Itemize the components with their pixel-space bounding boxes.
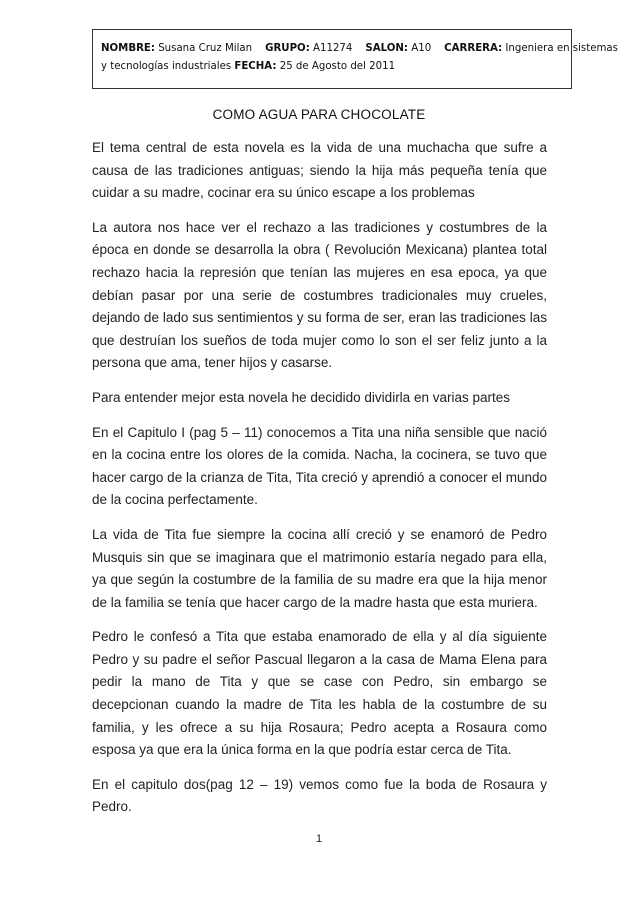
salon-value: A10 xyxy=(408,43,432,54)
grupo-label: GRUPO: xyxy=(265,43,310,54)
paragraph-7: En el capitulo dos(pag 12 – 19) vemos como fue la boda de Rosaura y Pedro. xyxy=(92,776,547,815)
document-body xyxy=(92,137,547,831)
document-title: COMO AGUA PARA CHOCOLATE xyxy=(212,107,426,122)
paragraph-6: Pedro le confesó a Tita que estaba enamorado de ella y al día siguiente Pedro y su padre el señor Pascual llegaron a la casa de Mama Elena para pedir la mano de Tita y que se case con Pedro, sin embargo se decepcionan cuando la madre de Tita les habla de la costumbre de su familia, y les ofrece a su hija Rosaura; Pedro acepta a Rosaura como esposa ya que era la única forma en la que podría estar cerca de Tita. xyxy=(92,629,547,758)
carrera-label: CARRERA: xyxy=(444,43,503,54)
fecha-label: FECHA: xyxy=(234,61,277,72)
nombre-value: Susana Cruz Milan xyxy=(154,43,253,54)
salon-label: SALON: xyxy=(365,43,408,54)
student-info-line-2 xyxy=(101,58,565,76)
nombre-label: NOMBRE: xyxy=(101,43,155,54)
page-number: 1 xyxy=(315,833,323,845)
paragraph-2: La autora nos hace ver el rechazo a las tradiciones y costumbres de la época en donde se desarrolla la obra ( Revolución Mexicana) plantea total rechazo hacia la represión que tenían las mujeres en esa epoca, ya que debían pasar por una serie de costumbres tradicionales muy crueles, dejando de lado sus sentimientos y su forma de ser, eran las tradiciones las que destruían los sueños de toda mujer como lo son el ser feliz junto a la persona que ama, tener hijos y casarse. xyxy=(92,219,547,371)
student-info-box xyxy=(92,29,618,89)
fecha-value: 25 de Agosto del 2011 xyxy=(276,61,396,72)
paragraph-4: En el Capitulo I (pag 5 – 11) conocemos a Tita una niña sensible que nació en la cocina entre los olores de la comida. Nacha, la cocinera, se tuvo que hacer cargo de la crianza de Tita, Tita creció y aprendió a conocer el mundo de la cocina perfectamente. xyxy=(92,424,547,508)
student-info-line-1 xyxy=(101,40,618,58)
grupo-value: A11274 xyxy=(309,43,353,54)
paragraph-5: La vida de Tita fue siempre la cocina allí creció y se enamoró de Pedro Musquis sin que se imaginara que el matrimonio estaría negado para ella, ya que según la costumbre de la familia de su madre era que la hija menor de la familia se tenía que hacer cargo de la madre hasta que esta muriera. xyxy=(92,526,547,610)
carrera-value-part1: Ingeniera en sistemas xyxy=(502,43,618,54)
paragraph-3: Para entender mejor esta novela he decidido dividirla en varias partes xyxy=(92,389,510,405)
paragraph-1: El tema central de esta novela es la vida de una muchacha que sufre a causa de las tradiciones antiguas; siendo la hija más pequeña tenía que cuidar a su madre, cocinar era su único escape a los problemas xyxy=(92,140,547,201)
carrera-value-part2: y tecnologías industriales xyxy=(101,61,235,72)
